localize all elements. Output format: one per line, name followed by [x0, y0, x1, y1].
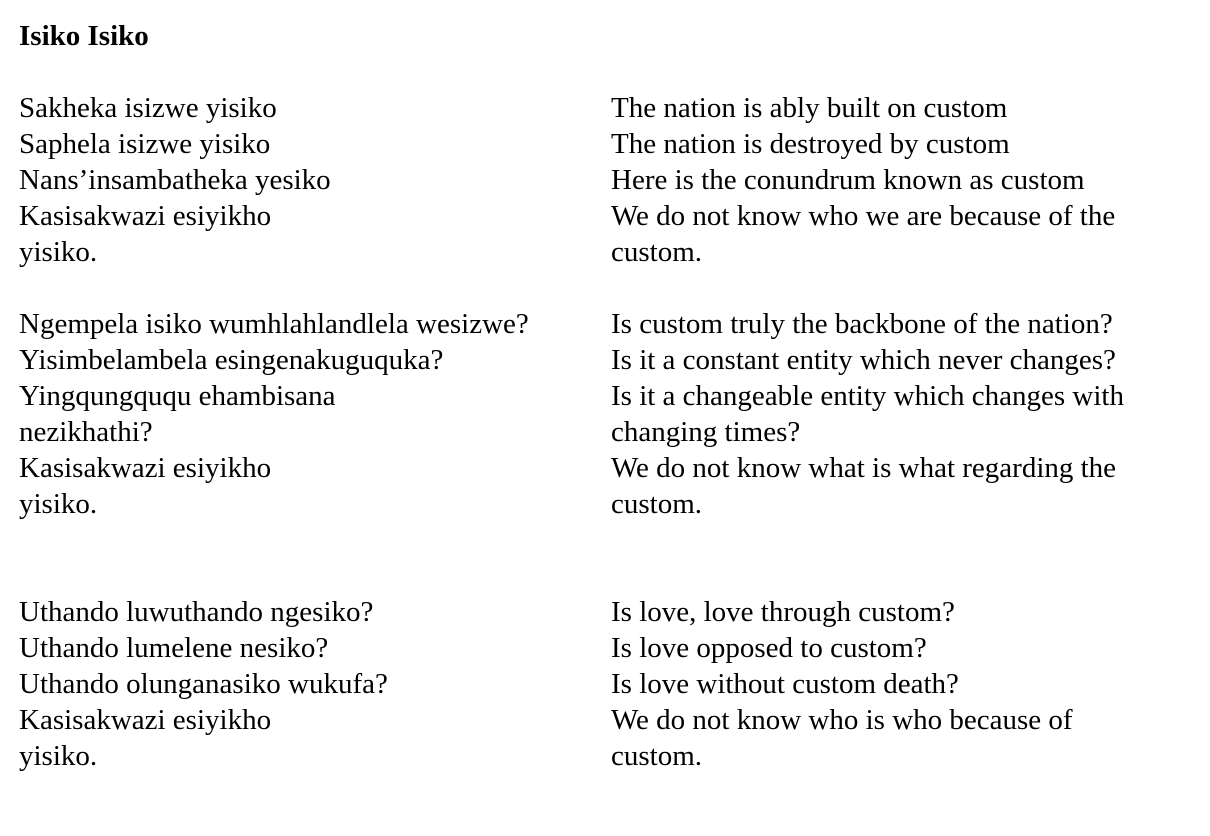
original-line: Nans’insambatheka yesiko	[19, 164, 331, 196]
original-line: Ngempela isiko wumhlahlandlela wesizwe?	[19, 308, 529, 340]
translation-line: We do not know who we are because of the	[611, 200, 1116, 232]
translation-line: Is custom truly the backbone of the nation?	[611, 308, 1113, 340]
original-column	[19, 594, 611, 774]
original-line: Uthando luwuthando ngesiko?	[19, 596, 374, 628]
original-line: nezikhathi?	[19, 416, 153, 448]
stanza-2	[19, 306, 1189, 522]
document	[19, 18, 1189, 774]
translation-line: Is love, love through custom?	[611, 596, 955, 628]
original-line: Saphela isizwe yisiko	[19, 128, 271, 160]
translation-line: We do not know what is what regarding the	[611, 452, 1117, 484]
translation-column	[611, 90, 1189, 270]
original-line: Kasisakwazi esiyikho	[19, 704, 272, 736]
translation-line: changing times?	[611, 416, 801, 448]
translation-line: custom.	[611, 740, 703, 772]
original-line: yisiko.	[19, 740, 98, 772]
translation-line: We do not know who is who because of	[611, 704, 1073, 736]
translation-line: Is it a constant entity which never changes?	[611, 344, 1116, 376]
translation-line: custom.	[611, 236, 703, 268]
translation-line: Is love opposed to custom?	[611, 632, 927, 664]
original-line: Kasisakwazi esiyikho	[19, 452, 272, 484]
original-line: yisiko.	[19, 236, 98, 268]
original-column	[19, 306, 611, 522]
translation-line: custom.	[611, 488, 703, 520]
original-line: Yingqungququ ehambisana	[19, 380, 336, 412]
translation-column	[611, 306, 1189, 522]
original-line: Uthando lumelene nesiko?	[19, 632, 329, 664]
stanza-3	[19, 594, 1189, 774]
translation-line: Here is the conundrum known as custom	[611, 164, 1085, 196]
translation-line: The nation is ably built on custom	[611, 92, 1008, 124]
translation-column	[611, 594, 1189, 774]
original-column	[19, 90, 611, 270]
poem-title: Isiko Isiko	[19, 20, 149, 52]
original-line: Uthando olunganasiko wukufa?	[19, 668, 388, 700]
translation-line: The nation is destroyed by custom	[611, 128, 1010, 160]
original-line: yisiko.	[19, 488, 98, 520]
translation-line: Is love without custom death?	[611, 668, 959, 700]
stanza-1	[19, 90, 1189, 270]
original-line: Sakheka isizwe yisiko	[19, 92, 277, 124]
translation-line: Is it a changeable entity which changes with	[611, 380, 1124, 412]
original-line: Kasisakwazi esiyikho	[19, 200, 272, 232]
original-line: Yisimbelambela esingenakuguquka?	[19, 344, 444, 376]
